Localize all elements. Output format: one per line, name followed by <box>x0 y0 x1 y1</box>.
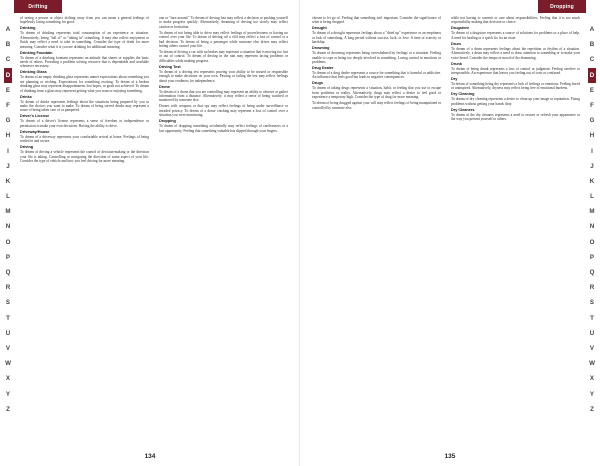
alphabet-letter-m: M <box>589 208 595 216</box>
alphabet-letter-i: I <box>7 147 9 155</box>
dictionary-entry <box>451 108 580 122</box>
dictionary-entry <box>20 95 149 113</box>
alphabet-letter-j: J <box>590 162 594 170</box>
alphabet-index <box>4 22 12 417</box>
alphabet-letter-x: X <box>589 375 595 383</box>
dictionary-entry <box>20 145 149 163</box>
entry-text: To dream of taking drugs represents a situation, habit, or feeling that you use to escape from problems or reality. Alternatively, drugs may reflect a desire to feel good or experience a temporary high. Consider the type of drug for more meaning. <box>312 86 441 100</box>
alphabet-letter-k: K <box>5 177 11 185</box>
entry-text: To dream of a drinking fountain represents an attitude that shares or supplies the basic needs of others. Providing a problem solving resource that is dependable and available whenever necessary. <box>20 55 149 69</box>
alphabet-letter-x: X <box>5 375 11 383</box>
dictionary-entry <box>312 16 441 25</box>
entry-text: To dream of a driveway represents your comfortable arrival at home. Feelings of being settled in and secure. <box>20 134 149 144</box>
alphabet-letter-t: T <box>590 314 594 322</box>
entry-heading: Drinking Glass <box>20 70 47 75</box>
dictionary-entry <box>159 65 288 83</box>
entry-text: To dream of dry cleaning represents a desire to clean up your image or reputation. Fixing problems without getting your hands dirty. <box>451 97 580 106</box>
alphabet-letter-g: G <box>5 117 11 125</box>
entry-text: To dream of driving a vehicle represents the control of decision-making or the direction your life is taking. Controlling or navigating the direction of some aspect of your life. Consider the type of vehicle and how you feel driving for more meaning. <box>20 150 149 163</box>
alphabet-letter-m: M <box>5 208 11 216</box>
dictionary-entry <box>159 50 288 63</box>
header-tab: Drifting <box>14 0 62 13</box>
entry-text: To dream of a driving test represents proving your ability to be trusted or responsible enough to make decisions on your own. Passing or failing the test may reflect feelings about your readiness for independence. <box>159 69 288 83</box>
dictionary-entry <box>312 81 441 99</box>
dictionary-entry <box>451 92 580 106</box>
alphabet-letter-j: J <box>6 162 10 170</box>
entry-text: To dream of driving a car with no brakes may represent a situation that is moving too fast or out of control. To dream of driving in the rain may represent facing problems or difficulties while making progress. <box>159 50 288 63</box>
dictionary-entry <box>312 46 441 64</box>
entry-text: To dream of a drone that you are controlling may represent an ability to observe or gather information from a distance. Alternatively, it may reflect a sense of being watched or monitored by someone else. <box>159 89 288 103</box>
alphabet-letter-h: H <box>5 132 11 140</box>
dictionary-entry <box>159 85 288 103</box>
dictionary-entry <box>159 104 288 117</box>
entry-heading: Drugs <box>312 81 323 86</box>
entry-heading: Dry Cleaning <box>451 92 475 97</box>
entry-text: To dream of not being able to drive may reflect feelings of powerlessness or having no control over your life. To dream of driving off a cliff may reflect a loss of control or a bad decision. To dream of being a passenger while someone else drives may reflect letting others control your life. <box>159 30 288 49</box>
entry-heading: Drugstore <box>451 26 470 31</box>
entry-heading: Driving Test <box>159 64 181 69</box>
alphabet-letter-f: F <box>6 101 10 109</box>
right-page <box>300 0 600 466</box>
entry-text: chosen to let go of. Feeling that something isn't important. Consider the significance of what is being dropped. <box>312 16 441 25</box>
alphabet-letter-f: F <box>590 101 594 109</box>
dictionary-entry <box>451 26 580 40</box>
alphabet-letter-a: A <box>5 26 11 33</box>
entry-heading: Drum <box>451 41 461 46</box>
alphabet-letter-k: K <box>589 177 595 185</box>
alphabet-letter-r: R <box>589 284 595 292</box>
alphabet-letter-w: W <box>5 360 11 368</box>
alphabet-letter-o: O <box>5 238 11 246</box>
entry-text: To dream of an empty drinking glass represents unmet expectations about something you are planning or wishing. Expectations for something exciting. To dream of a broken drinking glass may represent disappointment, lost hopes, or goals not achieved. To dream of drinking from a glass may represent getting what you want or enjoying something. <box>20 75 149 93</box>
alphabet-letter-s: S <box>589 299 595 307</box>
alphabet-letter-y: Y <box>5 390 11 398</box>
alphabet-letter-o: O <box>589 238 595 246</box>
entry-heading: Drinking Fountain <box>20 50 53 55</box>
dictionary-entry <box>451 62 580 76</box>
text-column <box>312 16 441 442</box>
entry-text: To dream of a drug dealer represents a source for something that is harmful or addictive. An influence that feels good but leads to negative consequences. <box>312 70 441 80</box>
dictionary-entry <box>451 77 580 91</box>
entry-text: To dream of being drunk represents a loss of control or judgment. Feeling carefree or irresponsible. An experience that leaves you feeling out of sorts or confused. <box>451 66 580 75</box>
alphabet-letter-d: D <box>588 68 596 83</box>
entry-heading: Drought <box>312 26 327 31</box>
entry-text: To dream of a driver's license represents a sense of freedom or independence or permission to make your own decisions. Having the ability to drive. <box>20 119 149 128</box>
dictionary-entry <box>20 130 149 144</box>
alphabet-letter-e: E <box>589 86 595 94</box>
entry-text: To dream of something being dry represents a lack of feelings or emotions. Feeling bored or uninspired. Alternatively, dryness may reflect being free of emotional burdens. <box>451 81 580 91</box>
alphabet-letter-z: Z <box>590 405 594 413</box>
text-column <box>20 16 149 442</box>
alphabet-letter-g: G <box>589 117 595 125</box>
alphabet-letter-e: E <box>5 86 11 94</box>
entry-text: To dream of a drugstore represents a source of solutions for problems or a place of help. A need for healing or a quick fix for an issue. <box>451 31 580 40</box>
dictionary-entry <box>159 119 288 133</box>
alphabet-letter-v: V <box>589 344 595 352</box>
dictionary-entry <box>20 16 149 25</box>
alphabet-letter-l: L <box>590 193 594 201</box>
entry-text: of seeing a person or object drifting away from you can mean a general feelings of hopelessly losing something for good. <box>20 16 149 25</box>
text-column <box>451 16 580 442</box>
entry-text: Drones with weapons or that spy may reflect feelings of being under surveillance or invaded privacy. To dream of a drone crashing may represent a loss of control over a situation you were monitoring. <box>159 104 288 118</box>
alphabet-letter-p: P <box>589 253 595 261</box>
alphabet-index <box>588 22 596 417</box>
entry-heading: Drinking <box>20 26 36 31</box>
entry-heading: Drowning <box>312 46 330 51</box>
alphabet-letter-c: C <box>589 56 595 64</box>
page-number: 135 <box>444 453 456 460</box>
entry-text: To dream of drowning represents being overwhelmed by feelings or a situation. Feeling unable to cope or being too deeply involved in something. Losing control to emotions or problems. <box>312 51 441 64</box>
entry-text: one or "turn around." To dream of driving fast may reflect a decision or pushing yourself to make progress quickly. Alternatively, dreaming of driving too slowly may reflect caution or hesitation. <box>159 16 288 29</box>
entry-text: To dream of the dry cleaners represents a need to restore or refresh your appearance or the way you present yourself to others. <box>451 112 580 122</box>
entry-heading: Driver's License <box>20 114 50 119</box>
alphabet-letter-r: R <box>5 284 11 292</box>
alphabet-letter-b: B <box>5 41 11 49</box>
alphabet-letter-n: N <box>589 223 595 231</box>
entry-text: To dream of being drugged against your will may reflect feelings of being manipulated or controlled by someone else. <box>312 101 441 110</box>
alphabet-letter-u: U <box>589 329 595 337</box>
entry-heading: Dry <box>451 76 458 81</box>
entry-heading: Driveway/House <box>20 129 50 134</box>
alphabet-letter-b: B <box>589 41 595 49</box>
dictionary-entry <box>451 16 580 25</box>
dictionary-entry <box>451 42 580 60</box>
alphabet-letter-u: U <box>5 329 11 337</box>
dictionary-entry <box>159 16 288 29</box>
entry-text: To dream of drinking represents total consumption of an experience or situation. Alternatively, being "full of" or "taking in" something. It may also reflect enjoyment or fluids may reflect a need to take in something. Consider the type of drink for more meaning. Consider what it is you are drinking for additional meaning. <box>20 31 149 49</box>
dictionary-entry <box>159 31 288 49</box>
alphabet-letter-y: Y <box>589 390 595 398</box>
text-columns <box>20 16 288 442</box>
text-column <box>159 16 288 442</box>
entry-heading: Driving <box>20 145 34 150</box>
alphabet-letter-c: C <box>5 56 11 64</box>
alphabet-letter-q: Q <box>5 269 11 276</box>
alphabet-letter-d: D <box>4 68 12 83</box>
entry-heading: Dropping <box>159 119 176 124</box>
page-number: 134 <box>144 453 156 460</box>
alphabet-letter-z: Z <box>6 405 10 413</box>
entry-heading: Drug Dealer <box>312 66 334 70</box>
dictionary-entry <box>20 70 149 93</box>
entry-heading: Drunk <box>451 61 462 66</box>
dictionary-entry <box>312 101 441 110</box>
dictionary-entry <box>20 26 149 49</box>
entry-text: while not having to commit or care about responsibilities. Feeling that it is too much responsibility making that decision or choice. <box>451 16 580 25</box>
entry-text: To dream of drinks represents feelings about the situations being prepared by you to make the choices you want to make. To dream of being served drinks may represent a sense of being taken care of or pampered. <box>20 99 149 113</box>
alphabet-letter-s: S <box>5 299 11 307</box>
dictionary-entry <box>312 66 441 80</box>
header-tab: Dropping <box>538 0 586 13</box>
entry-heading: Drinks <box>20 94 32 99</box>
alphabet-letter-t: T <box>6 314 10 322</box>
alphabet-letter-l: L <box>6 193 10 201</box>
dictionary-entry <box>312 26 441 44</box>
entry-text: To dream of a drought represents feelings about a "dried up" experience or an emptiness or lack of something. A long period without success, luck, or love. A time of scarcity or hardship. <box>312 31 441 45</box>
entry-heading: Dry Cleaners <box>451 107 475 112</box>
alphabet-letter-h: H <box>589 132 595 140</box>
alphabet-letter-i: I <box>591 147 593 155</box>
entry-text: To dream of dropping something accidentally may reflect feelings of carelessness or a lost opportunity. Feeling that something valuable has slipped through your fingers. <box>159 124 288 133</box>
entry-heading: Drone <box>159 84 170 89</box>
alphabet-letter-q: Q <box>589 269 595 276</box>
alphabet-letter-n: N <box>5 223 11 231</box>
text-columns <box>312 16 580 442</box>
alphabet-letter-a: A <box>589 26 595 33</box>
entry-text: To dream of a drum represents feelings about the repetition or rhythm of a situation. Alternatively, a drum may reflect a need to draw attention to something or to make your voice heard. Consider the tempo or mood of the drumming. <box>451 46 580 60</box>
dictionary-entry <box>20 114 149 128</box>
alphabet-letter-v: V <box>5 344 11 352</box>
alphabet-letter-p: P <box>5 253 11 261</box>
alphabet-letter-w: W <box>589 360 595 368</box>
dictionary-entry <box>20 51 149 69</box>
